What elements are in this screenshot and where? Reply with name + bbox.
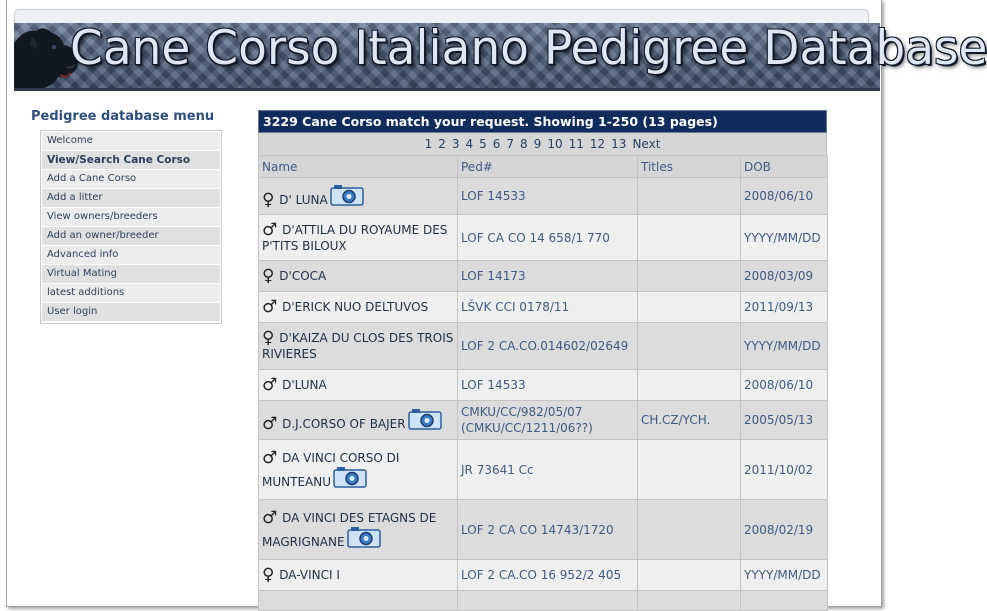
table-row [259,215,828,261]
titles-cell [638,370,741,401]
column-header-name[interactable]: Name [259,156,458,178]
ped-number: LOF 14173 [458,261,638,292]
male-icon: ♂ [262,447,278,468]
ped-number: LOF 2 CA.CO.014602/02649 [458,323,638,370]
page-link[interactable]: 8 [520,137,528,151]
menu-item-virtual-mating[interactable]: Virtual Mating [42,265,220,283]
menu-item-add-litter[interactable]: Add a litter [42,189,220,207]
ped-number: LOF 14533 [458,370,638,401]
camera-icon[interactable] [333,466,367,488]
dog-name-link[interactable]: D'COCA [279,269,327,283]
table-row [259,178,828,215]
titles-cell [638,323,741,370]
page-link[interactable]: 10 [547,137,563,151]
dog-name-link[interactable]: DA VINCI CORSO DI MUNTEANU [262,450,400,489]
column-header-dob[interactable]: DOB [741,156,828,178]
dog-name-link[interactable]: D'ATTILA DU ROYAUME DES P'TITS BILOUX [262,222,448,253]
dog-name-link[interactable]: D'LUNA [282,378,327,392]
table-row [259,440,828,500]
ped-number: LOF 2 CA.CO 16 952/2 405 [458,560,638,591]
page-link[interactable]: 12 [589,137,606,151]
table-row [259,323,828,370]
page-link[interactable]: 7 [506,137,515,151]
page-link[interactable]: 11 [568,137,584,151]
dob-cell: 2008/06/10 [741,178,828,215]
page-link[interactable]: 6 [492,137,501,151]
table-row [259,500,828,560]
table-row [259,560,828,591]
male-icon: ♂ [262,297,278,317]
next-page-link[interactable]: Next [632,137,661,151]
ped-number: CMKU/CC/982/05/07 (CMKU/CC/1211/06??) [458,401,638,440]
table-cell [638,591,741,611]
male-icon: ♂ [262,414,278,434]
male-icon: ♂ [262,375,278,395]
column-header-titles[interactable]: Titles [638,156,741,178]
page-link[interactable]: 2 [438,137,446,151]
ped-number: LŠVK CCI 0178/11 [458,292,638,323]
page-link[interactable]: 1 [424,137,433,151]
table-row [259,401,828,440]
dog-name-link[interactable]: D' LUNA [279,193,328,207]
results-heading: 3229 Cane Corso match your request. Showing 1-250 (13 pages) [258,110,827,133]
table-cell [458,591,638,611]
banner-title: Cane Corso Italiano Pedigree Database [70,21,987,76]
ped-number: LOF 14533 [458,178,638,215]
dog-name-link[interactable]: D'KAIZA DU CLOS DES TROIS RIVIERES [262,331,454,361]
menu-item-latest-additions[interactable]: latest additions [42,284,220,302]
menu-item-add-cane-corso[interactable]: Add a Cane Corso [42,170,220,188]
page-link[interactable]: 3 [451,137,460,151]
ped-number: LOF CA CO 14 658/1 770 [458,215,638,261]
titles-cell [638,292,741,323]
dob-cell: 2005/05/13 [741,401,828,440]
menu-item-view-owners[interactable]: View owners/breeders [42,208,220,226]
titles-cell [638,500,741,560]
page-link[interactable]: 5 [479,137,487,151]
titles-cell [638,215,741,261]
menu-item-add-owner[interactable]: Add an owner/breeder [42,227,220,245]
page-link[interactable]: 4 [465,137,474,151]
dob-cell: 2011/09/13 [741,292,828,323]
female-icon: ♀ [262,266,275,286]
dog-name-link[interactable]: D'ERICK NUO DELTUVOS [282,300,429,314]
menu-title: Pedigree database menu [31,109,215,124]
table-row [259,591,828,611]
table-cell [741,591,828,611]
page-link[interactable]: 13 [611,137,627,151]
site-banner [14,21,987,91]
results-table [258,155,828,611]
table-cell [259,591,458,611]
dob-cell: YYYY/MM/DD [741,323,828,370]
titles-cell [638,178,741,215]
male-icon: ♂ [262,507,278,528]
titles-cell [638,261,741,292]
table-header-row [259,156,828,178]
menu-item-advanced-info[interactable]: Advanced info [42,246,220,264]
table-row [259,261,828,292]
camera-icon[interactable] [408,408,442,430]
dog-name-link[interactable]: D.J.CORSO OF BAJER [282,417,406,431]
ped-number: JR 73641 Cc [458,440,638,500]
female-icon: ♀ [262,565,275,585]
column-header-ped[interactable]: Ped# [458,156,638,178]
titles-cell: CH.CZ/YCH. [638,401,741,440]
menu-item-view-search[interactable]: View/Search Cane Corso [42,151,220,169]
dob-cell: YYYY/MM/DD [741,215,828,261]
results-panel [258,110,827,611]
female-icon: ♀ [262,190,275,210]
camera-icon[interactable] [330,184,364,206]
titles-cell [638,560,741,591]
ped-number: LOF 2 CA CO 14743/1720 [458,500,638,560]
menu-item-welcome[interactable]: Welcome [42,132,220,150]
page-link[interactable]: 9 [533,137,542,151]
titles-cell [638,440,741,500]
table-row [259,370,828,401]
table-row [259,292,828,323]
menu-item-user-login[interactable]: User login [42,303,220,321]
pedigree-menu [40,130,222,324]
dog-name-link[interactable]: DA VINCI DES ETAGNS DE MAGRIGNANE [262,510,437,549]
camera-icon[interactable] [347,526,381,548]
dob-cell: 2008/06/10 [741,370,828,401]
dob-cell: 2008/03/09 [741,261,828,292]
pagination [258,133,827,155]
dob-cell: YYYY/MM/DD [741,560,828,591]
dob-cell: 2011/10/02 [741,440,828,500]
female-icon: ♀ [262,328,275,348]
dob-cell: 2008/02/19 [741,500,828,560]
dog-name-link[interactable]: DA-VINCI I [279,568,340,582]
male-icon: ♂ [262,219,278,240]
